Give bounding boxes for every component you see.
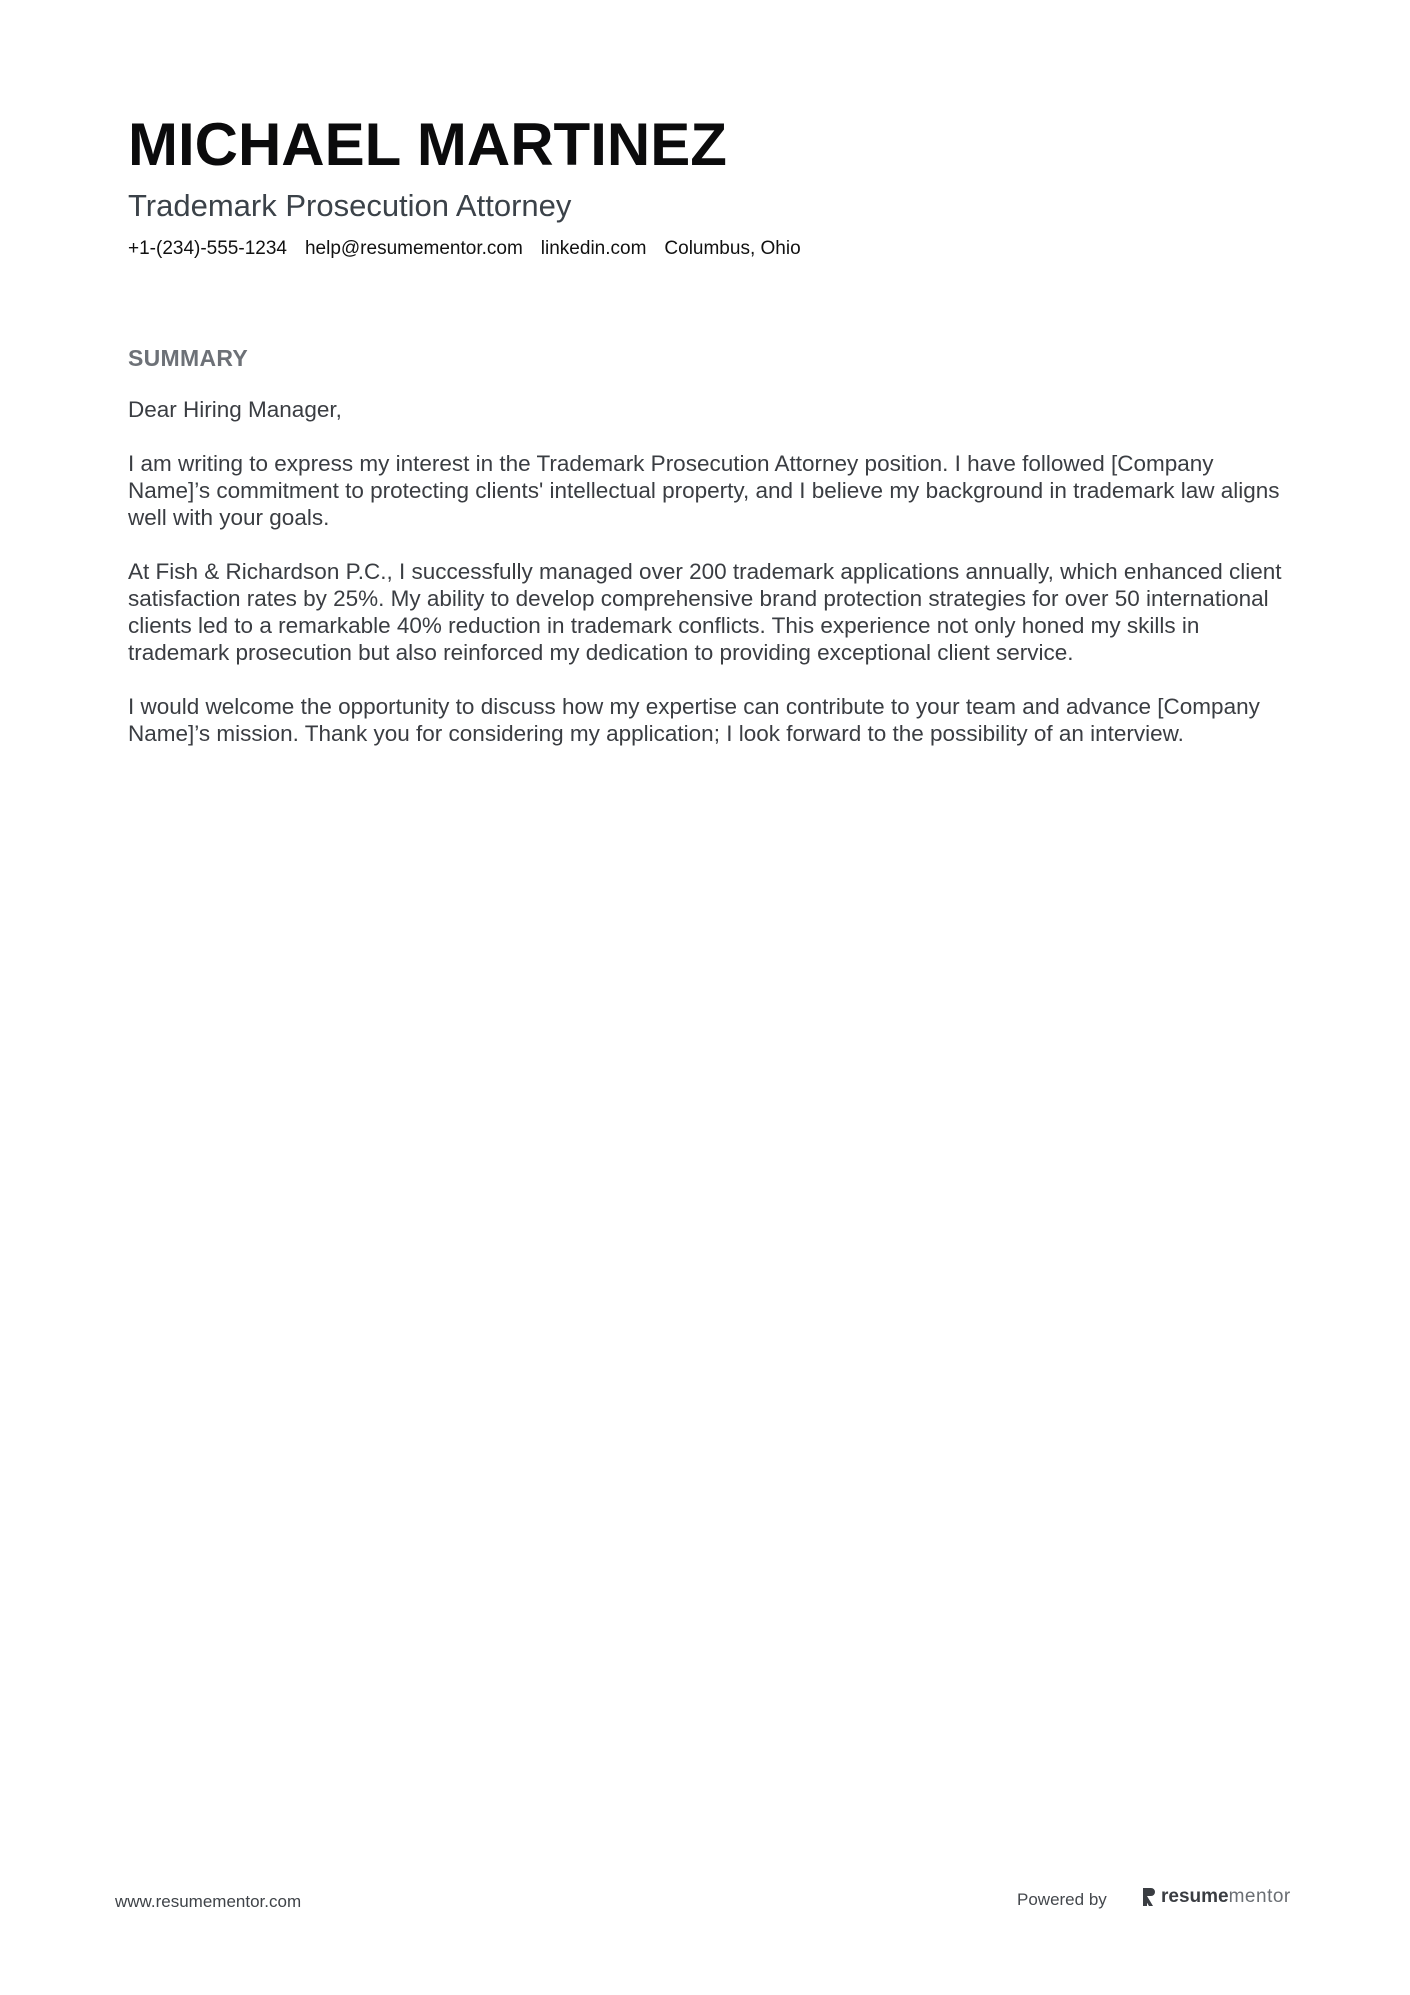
header (128, 108, 1288, 262)
letter-paragraph-experience: At Fish & Richardson P.C., I successfully managed over 200 trademark applications annually, which enhanced client satisfaction rates by 25%. My ability to develop comprehensive brand protection strategies for over 50 international clients led to a remarkable 40% reduction in trademark conflicts. This experience not only honed my skills in trademark prosecution but also reinforced my dedication to providing exceptional client service. (128, 559, 1282, 665)
contact-info (128, 236, 1288, 262)
letter-paragraph-intro: I am writing to express my interest in the Trademark Prosecution Attorney position. I have followed [Company Name]’s commitment to protecting clients' intellectual property, and I believe my background in trademark law aligns well with your goals. (128, 451, 1280, 530)
letter-body (128, 396, 1288, 747)
brand-name-bold: resume (1161, 1886, 1229, 1907)
brand-logo[interactable] (1141, 1886, 1291, 1908)
resumementor-logo-icon (1141, 1887, 1155, 1907)
letter-paragraph-closing: I would welcome the opportunity to discuss how my expertise can contribute to your team and advance [Company Name]’s mission. Thank you for considering my application; I look forward to the possibility of an interview. (128, 694, 1260, 746)
phone-number: +1-(234)-555-1234 (128, 238, 287, 259)
email-address[interactable]: help@resumementor.com (304, 238, 523, 259)
job-title: Trademark Prosecution Attorney (128, 188, 572, 223)
summary-heading: SUMMARY (128, 345, 249, 371)
linkedin-link[interactable]: linkedin.com (540, 238, 647, 259)
summary-section (128, 343, 1288, 774)
footer-website-link[interactable]: www.resumementor.com (115, 1892, 302, 1911)
salutation: Dear Hiring Manager, (128, 397, 342, 422)
location: Columbus, Ohio (664, 238, 801, 259)
footer (0, 1880, 1410, 1920)
brand-name-light: mentor (1228, 1886, 1291, 1907)
candidate-name: MICHAEL MARTINEZ (128, 111, 727, 178)
powered-by-label: Powered by (1017, 1890, 1107, 1909)
